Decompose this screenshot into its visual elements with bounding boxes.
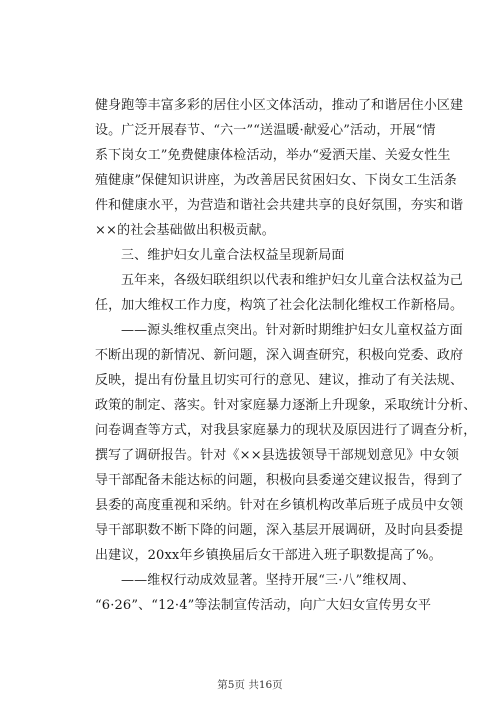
text-line: 撰写了调研报告。针对《××县选拔领导干部规划意见》中女领 (95, 448, 459, 463)
page-footer: 第5页 共16页 (217, 679, 283, 691)
text-line: 五年来，各级妇联组织以代表和维护妇女儿童合法权益为己 (121, 273, 463, 288)
text-line: 县委的高度重视和采纳。针对在乡镇机构改革后班子成员中女领 (95, 498, 464, 513)
text-line: 政策的制定、落实。针对家庭暴力逐渐上升现象，采取统计分析、 (95, 398, 477, 413)
text-line: “6·26”、“12·4”等法制宣传活动，向广大妇女宣传男女平 (95, 598, 432, 613)
text-line: 健身跑等丰富多彩的居住小区文体活动，推动了和谐居住小区建 (95, 98, 464, 113)
text-line: ——源头维权重点突出。针对新时期维护妇女儿童权益方面 (121, 323, 463, 338)
document-body (95, 93, 477, 618)
text-line: 问卷调查等方式，对我县家庭暴力的现状及原因进行了调查分析， (95, 423, 477, 438)
text-line: 导干部配备未能达标的问题，积极向县委递交建议报告，得到了 (95, 473, 464, 488)
text-line: 殖健康”保健知识讲座，为改善居民贫困妇女、下岗女工生活条 (95, 173, 457, 188)
text-line: 导干部职数不断下降的问题，深入基层开展调研，及时向县委提 (95, 523, 464, 538)
text-line: 反映，提出有份量且切实可行的意见、建议，推动了有关法规、 (95, 373, 464, 388)
text-line: 设。广泛开展春节、“六一”“送温暖·献爱心”活动，开展“情 (95, 123, 436, 138)
text-line: ——维权行动成效显著。坚持开展“三·八”维权周、 (121, 573, 416, 588)
text-line: 任，加大维权工作力度，构筑了社会化法制化维权工作新格局。 (95, 298, 464, 313)
text-line: 三、维护妇女儿童合法权益呈现新局面 (121, 248, 345, 263)
text-line: 出建议，20xx年乡镇换届后女干部进入班子职数提高了%。 (95, 548, 442, 563)
text-line: 不断出现的新情况、新问题，深入调查研究，积极向党委、政府 (95, 348, 464, 363)
text-line: 系下岗女工”免费健康体检活动，举办“爱洒天崖、关爱女性生 (95, 148, 451, 163)
text-line: 件和健康水平，为营造和谐社会共建共享的良好氛围，夯实和谐 (95, 198, 464, 213)
text-line: ××的社会基础做出积极贡献。 (95, 223, 275, 238)
